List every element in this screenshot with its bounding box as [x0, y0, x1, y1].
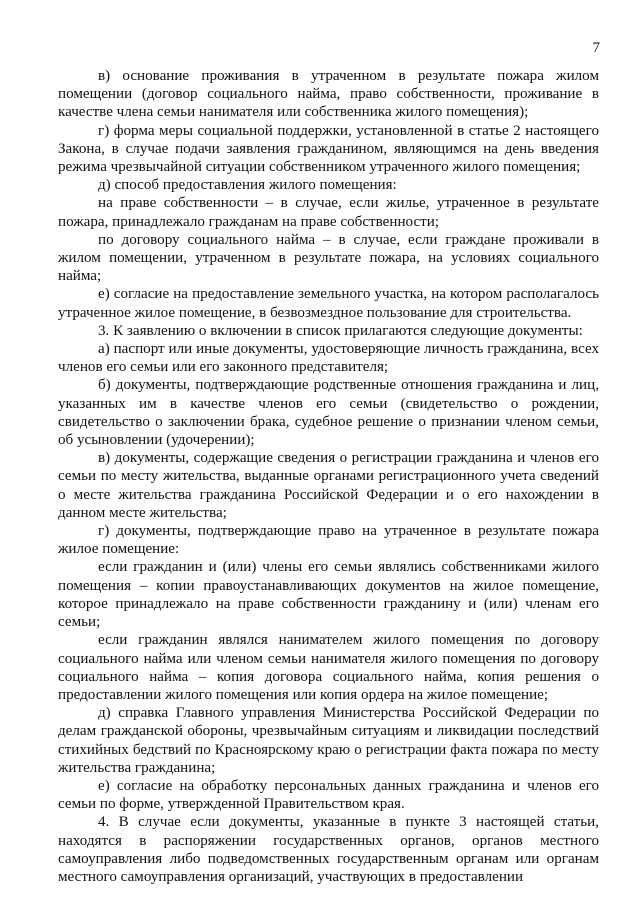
paragraph: д) справка Главного управления Министерства Российской Федерации по делам гражданской обороны, чрезвычайным ситуациям и ликвидации последствий стихийных бедствий по Красноярскому краю о регистрации факта пожара по месту жительства гражданина;: [58, 705, 599, 776]
document-body: [58, 67, 599, 886]
paragraph: в) основание проживания в утраченном в результате пожара жилом помещении (договор социального найма, право собственности, проживание в качестве члена семьи нанимателя или собственника жилого помещения);: [58, 68, 599, 121]
paragraph: г) документы, подтверждающие право на утраченное в результате пожара жилое помещение:: [58, 523, 599, 558]
paragraph: д) способ предоставления жилого помещения:: [98, 177, 397, 194]
paragraph: в) документы, содержащие сведения о регистрации гражданина и членов его семьи по месту жительства, выданные органами регистрационного учета сведений о месте жительства гражданина Российской Федерации и о его нахождении в данном месте жительства;: [58, 450, 599, 521]
paragraph: если гражданин являлся нанимателем жилого помещения по договору социального найма или членом семьи нанимателя жилого помещения по договору социального найма – копия договора социального найма, копия решения о предоставлении жилого помещения или копия ордера на жилое помещение;: [58, 632, 599, 703]
paragraph: на праве собственности – в случае, если жилье, утраченное в результате пожара, принадлежало гражданам на праве собственности;: [58, 195, 599, 230]
page-number: 7: [592, 40, 600, 56]
paragraph: 4. В случае если документы, указанные в пункте 3 настоящей статьи, находятся в распоряжении государственных органов, органов местного самоуправления либо подведомственных государственным органам или органам местного самоуправления организаций, участвующих в предоставлении: [58, 814, 599, 885]
paragraph: по договору социального найма – в случае, если граждане проживали в жилом помещении, утраченном в результате пожара, на условиях социального найма;: [58, 231, 599, 285]
paragraph: е) согласие на предоставление земельного участка, на котором располагалось утраченное жилое помещение, в безвозмездное пользование для строительства.: [58, 286, 599, 321]
paragraph: г) форма меры социальной поддержки, установленной в статье 2 настоящего Закона, в случае подачи заявления гражданином, являющимся на день введения режима чрезвычайной ситуации собственником утраченного жилого помещения;: [58, 122, 599, 176]
paragraph: 3. К заявлению о включении в список прилагаются следующие документы:: [98, 322, 583, 339]
paragraph: е) согласие на обработку персональных данных гражданина и членов его семьи по форме, утвержденной Правительством края.: [58, 777, 599, 813]
paragraph: а) паспорт или иные документы, удостоверяющие личность гражданина, всех членов его семьи или его законного представителя;: [58, 341, 599, 376]
paragraph: б) документы, подтверждающие родственные отношения гражданина и лиц, указанных им в качестве членов его семьи (свидетельство о рождении, свидетельство о заключении брака, судебное решение о признании членом семьи, об усыновлении (удочерении);: [58, 377, 599, 449]
paragraph: если гражданин и (или) члены его семьи являлись собственниками жилого помещения – копии правоустанавливающих документов на жилое помещение, которое принадлежало на праве собственности гражданину и (или) членам его семьи;: [58, 559, 599, 631]
